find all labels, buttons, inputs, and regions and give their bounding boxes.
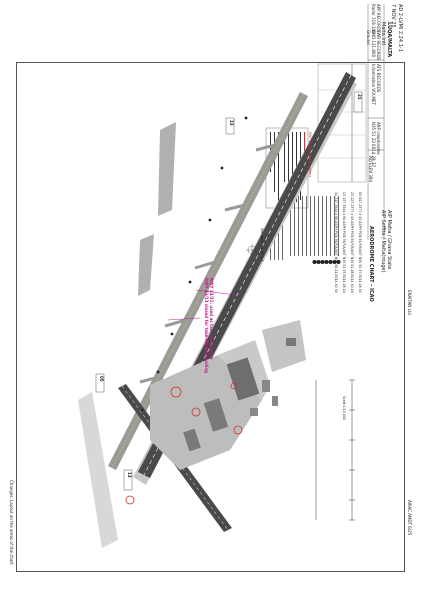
aip-reference: AD 2-LVMI 2.24.1-1 bbox=[397, 4, 403, 52]
hotspot-note: Hot spots see HS 1-3 bbox=[260, 228, 264, 262]
rwy-05-label: 05 bbox=[99, 376, 104, 382]
legend-columns bbox=[290, 196, 339, 256]
rwy-23-label: 23 bbox=[229, 120, 234, 126]
east-apron bbox=[262, 320, 306, 372]
warning-line-2: RWY 31/13 closed for take-off and landing bbox=[204, 278, 209, 374]
aerodrome-name: Malta Intl bbox=[380, 22, 386, 46]
rwy-31-label: 31 bbox=[357, 94, 362, 100]
state-name-en: AIP Malta / Ghana State bbox=[386, 210, 392, 270]
changes-note: Changes: Layout on the areas of the chart bbox=[9, 480, 14, 565]
app-label: APP RECORDS bbox=[376, 4, 381, 33]
app-sub: Radar 119.100 bbox=[371, 4, 376, 34]
state-name-local: AIP Seffita / Malta(rouge) bbox=[380, 210, 386, 273]
gnd-frequency: GND 121.800 bbox=[371, 30, 376, 57]
warning-line-1: RWY 13/31: used as taxi route when bbox=[209, 278, 214, 360]
arp-value: N35 51 23 E014 28 37 bbox=[371, 122, 376, 167]
atc-label: ATS RECORDS bbox=[376, 64, 381, 93]
north-parking bbox=[138, 122, 176, 296]
scale-label: Scale 1:15 000 bbox=[342, 396, 346, 420]
scale-bar bbox=[316, 380, 355, 520]
runway-table-row: 31 317 3544 x 60 ASPH PCN 76/F/A/W/T N35 50 21 E014 30 30 bbox=[334, 192, 338, 293]
rwy-13-label: 13 bbox=[127, 472, 132, 478]
footer-airac: AIRAC AMDT 6/25 bbox=[407, 500, 412, 536]
aerodrome-location: LUQA/MALTA bbox=[386, 22, 392, 58]
twr-label: TWR RECORDS bbox=[376, 30, 381, 61]
runway-table-row: 13 137 3544 x 60 ASPH PCN 76/F/A/W/T N35 51 35 E014 28 20 bbox=[342, 192, 346, 293]
chart-title: AERODROME CHART - ICAO bbox=[368, 226, 374, 302]
arp-label: ARP coordinates bbox=[376, 122, 381, 155]
chart-date: 7 NOV 25 bbox=[390, 4, 396, 28]
runway-strip bbox=[78, 392, 118, 548]
ad-elevation: AD ELEV 394 bbox=[368, 156, 373, 183]
footer-author: ENAITAN Ltd bbox=[407, 290, 412, 315]
atc-sub: Information VOLMET bbox=[371, 64, 376, 105]
runway-table-row: 05 047 2377 x 45 ASPH PCN 55/F/B/W/T N35 50 37 E014 28 54 bbox=[358, 192, 362, 293]
warning-title: RWY 13/31 hot spot warning bbox=[308, 132, 312, 178]
runway-table-row: 23 227 2377 x 45 ASPH PCN 55/F/B/W/T N35 51 28 E014 30 16 bbox=[350, 192, 354, 293]
ground-label: Ground bbox=[366, 30, 371, 45]
